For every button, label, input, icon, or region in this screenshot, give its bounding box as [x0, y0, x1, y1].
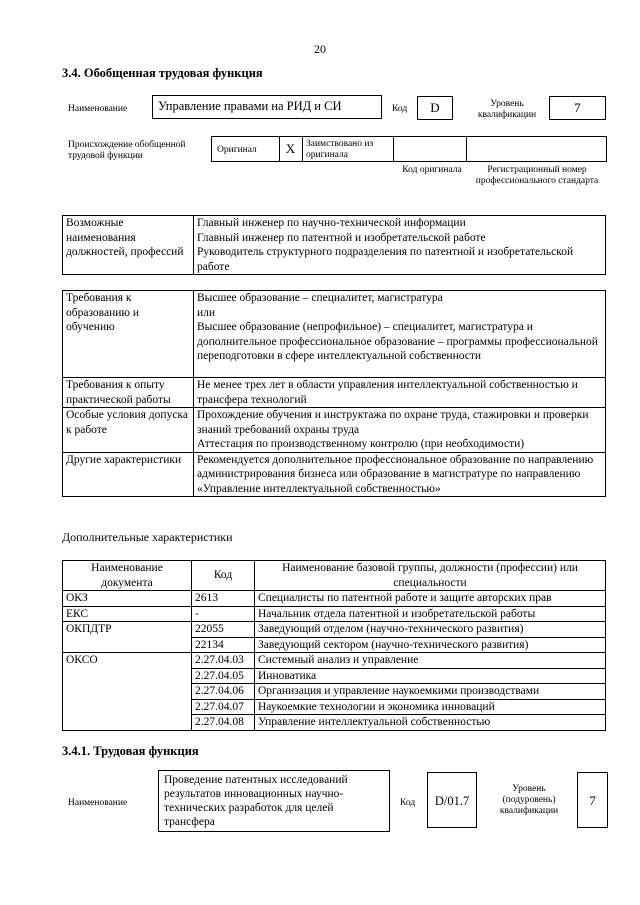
name-cell: Заведующий отделом (научно-технического развития): [255, 622, 606, 638]
text-line: Аттестация по производственному контролю (при необходимости): [197, 438, 525, 450]
function-title: 3.4.1. Трудовая функция: [62, 744, 199, 758]
code-cell: 2613: [192, 591, 255, 607]
code-cell: 2.27.04.08: [192, 715, 255, 731]
original-label: Оригинал: [217, 145, 257, 155]
code-cell: 2.27.04.06: [192, 684, 255, 700]
table-row: [63, 591, 606, 607]
code-value: D: [417, 96, 453, 120]
name-label: Наименование: [68, 104, 128, 114]
function-name-box: [158, 770, 390, 832]
header-doc: Наименование документа: [63, 561, 192, 591]
table-row: [63, 622, 606, 638]
function-code-value: D/01.7: [427, 772, 477, 828]
function-name-label: Наименование: [68, 798, 128, 808]
name-value: Управление правами на РИД и СИ: [158, 99, 342, 113]
code-cell: 2.27.04.05: [192, 668, 255, 684]
conditions-value: [194, 408, 606, 453]
doc-cell: ОКПДТР: [63, 622, 192, 653]
function-level-value: 7: [577, 772, 608, 828]
conditions-label: Особые условия допуска к работе: [63, 408, 194, 453]
name-cell: Организация и управление наукоемкими производствами: [255, 684, 606, 700]
name-cell: Заведующий сектором (научно-технического развития): [255, 637, 606, 653]
additional-title: Дополнительные характеристики: [62, 530, 233, 544]
name-cell: Системный анализ и управление: [255, 653, 606, 669]
origin-row: [211, 136, 607, 162]
text-line: Рекомендуется дополнительное профессиональное образование по направлению администрирования бизнеса или образование в магистратуре по направлению «Управление интеллектуальной собственностью»: [197, 453, 594, 495]
section-title: 3.4. Обобщенная трудовая функция: [62, 66, 263, 80]
name-cell: Начальник отдела патентной и изобретательской работы: [255, 606, 606, 622]
reg-number-caption: Регистрационный номер профессионального стандарта: [475, 165, 599, 186]
code-cell: 22055: [192, 622, 255, 638]
level-value: 7: [549, 96, 606, 120]
additional-table: [62, 560, 606, 731]
page-number: 20: [314, 42, 326, 56]
code-label: Код: [392, 104, 408, 114]
text-line: Высшее образование (непрофильное) – специалитет, магистратура и дополнительное профессиональное образование – программы профессиональной переподготовки в сфере интеллектуальной собственности: [197, 321, 598, 362]
positions-table: [62, 215, 606, 275]
code-cell: 2.27.04.03: [192, 653, 255, 669]
function-code-label: Код: [400, 798, 416, 808]
positions-label: Возможные наименования должностей, профессий: [63, 216, 194, 275]
code-cell: 2.27.04.07: [192, 699, 255, 715]
text-line: или: [197, 306, 216, 319]
borrowed-label: Заимствовано из оригинала: [306, 139, 374, 160]
list-item: Главный инженер по научно-технической информации: [197, 217, 466, 229]
other-value: [194, 452, 606, 497]
other-label: Другие характеристики: [63, 452, 194, 497]
list-item: Главный инженер по патентной и изобретательской работе: [197, 231, 486, 244]
code-cell: 22134: [192, 637, 255, 653]
header-name: Наименование базовой группы, должности (профессии) или специальности: [255, 561, 606, 591]
positions-list: [194, 216, 606, 275]
origin-label: Происхождение обобщенной трудовой функции: [68, 140, 186, 161]
experience-value: [194, 378, 606, 408]
name-cell: Специалисты по патентной работе и защите авторских прав: [255, 591, 606, 607]
name-cell: Управление интеллектуальной собственностью: [255, 715, 606, 731]
doc-cell: ОКСО: [63, 653, 192, 731]
text-line: Прохождение обучения и инструктажа по охране труда, стажировки и проверки знаний требований охраны труда: [197, 409, 589, 436]
table-row: [63, 653, 606, 669]
name-cell: Наукоемкие технологии и экономика инноваций: [255, 699, 606, 715]
education-value: [194, 291, 606, 378]
function-name-value: Проведение патентных исследований результатов инновационных научно-технических разработок для целей трансфера: [164, 774, 348, 828]
name-cell: Инноватика: [255, 668, 606, 684]
experience-label: Требования к опыту практической работы: [63, 378, 194, 408]
original-mark: X: [285, 141, 296, 156]
function-level-label: Уровень (подуровень) квалификации: [499, 784, 559, 816]
text-line: Не менее трех лет в области управления интеллектуальной собственностью и трансфера технологий: [197, 379, 578, 406]
text-line: Высшее образование – специалитет, магистратура: [197, 292, 443, 304]
list-item: Руководитель структурного подразделения по патентной и изобретательской работе: [197, 246, 574, 273]
code-cell: -: [192, 606, 255, 622]
header-code: Код: [192, 561, 255, 591]
doc-cell: ЕКС: [63, 606, 192, 622]
code-original-caption: Код оригинала: [402, 165, 462, 175]
requirements-table: [62, 290, 606, 497]
level-label: Уровень квалификации: [477, 99, 537, 120]
education-label: Требования к образованию и обучению: [63, 291, 194, 378]
doc-cell: ОКЗ: [63, 591, 192, 607]
name-value-box: [152, 95, 382, 119]
table-row: [63, 606, 606, 622]
